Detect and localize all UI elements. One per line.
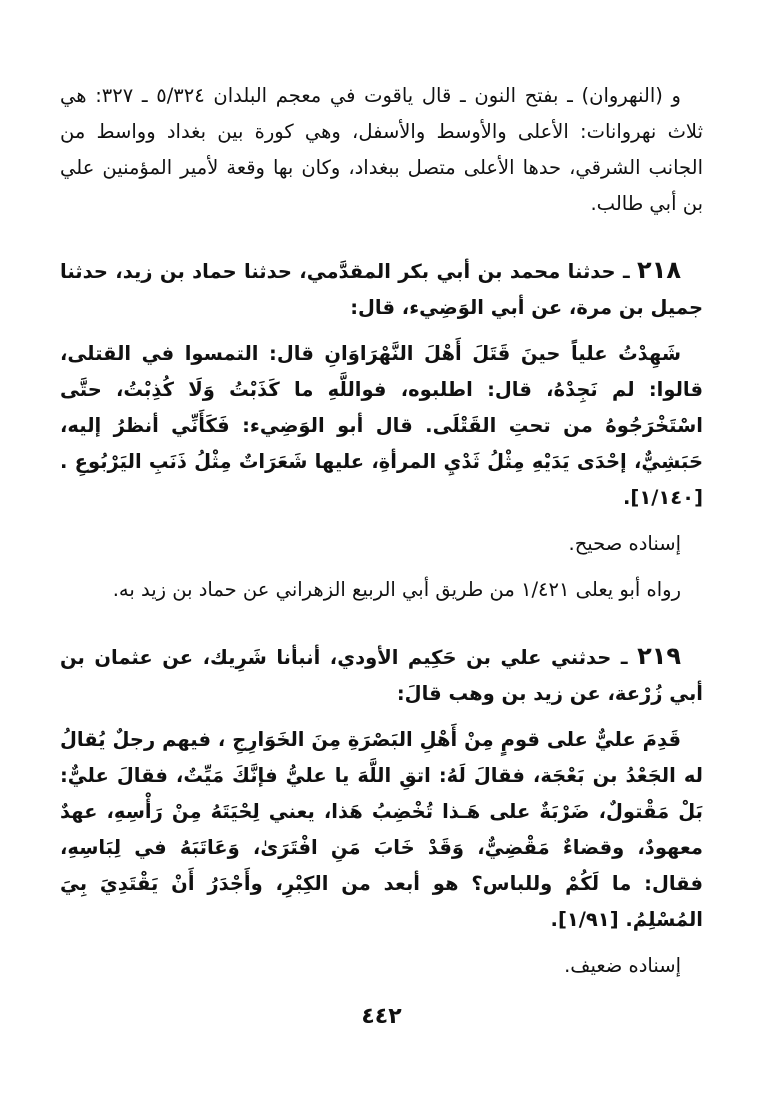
hadith-218-takhrij: رواه أبو يعلى ١/٤٢١ من طريق أبي الربيع الزهراني عن حماد بن زيد به. xyxy=(112,578,681,601)
hadith-218-header xyxy=(60,252,703,326)
hadith-number: ٢١٨ xyxy=(637,256,681,284)
hadith-number: ٢١٩ xyxy=(637,642,682,670)
hadith-isnad: ـ حدثنا محمد بن أبي بكر المقدَّمي، حدثنا حماد بن زيد، حدثنا جميل بن مرة، عن أبي الوَضِيء، قال: xyxy=(60,260,703,319)
hadith-218-matn: شَهِدْتُ علياً حينَ قَتَلَ أَهْلَ النَّهْرَاوَانِ قال: التمسوا في القتلى، قالوا: لم نَجِدْهُ، قال: اطلبوه، فواللَّهِ ما كَذَبْتُ وَلَا كُذِبْتُ، حتَّى اسْتَخْرَجُوهُ من تحتِ القَتْلَى. قال أبو الوَضِيء: فَكَأَنِّي أنظرُ إليه، حَبَشِيٌّ، إحْدَى يَدَيْهِ مِثْلُ ثَدْيِ المرأةِ، عليها شَعَرَاتٌ مِثْلُ ذَنَبِ اليَرْبُوعِ . [١/١٤٠]. xyxy=(60,342,703,509)
hadith-isnad: ـ حدثني علي بن حَكِيم الأودي، أنبأنا شَرِيك، عن عثمان بن أبي زُرْعة، عن زيد بن وهب قالَ: xyxy=(60,646,703,705)
hadith-219-matn: قَدِمَ عليٌّ على قومٍ مِنْ أَهْلِ البَصْرَةِ مِنَ الخَوَارِجِ ، فيهم رجلٌ يُقالُ له الجَعْدُ بن بَعْجَة، فقالَ لَهُ: اتقِ اللَّهَ يا عليُّ فإنَّكَ مَيِّتٌ، فقالَ عليٌّ: بَلْ مَقْتولٌ، ضَرْبَةٌ على هَـذا تُخْضِبُ هَذا، يعني لِحْيَتَهُ مِنْ رَأْسِهِ، عهدٌ معهودٌ، وقضاءٌ مَقْضِيٌّ، وَقَدْ خَابَ مَنِ افْتَرَىٰ، وَعَاتَبَهُ في لِبَاسِهِ، فقال: ما لَكُمْ وللباس؟ هو أبعد من الكِبْرِ، وأَجْدَرُ أَنْ يَقْتَدِيَ بِيَ المُسْلِمُ. [١/٩١]. xyxy=(60,728,703,931)
hadith-218-grading: إسناده صحيح. xyxy=(568,532,681,555)
hadith-219-grading: إسناده ضعيف. xyxy=(564,954,681,977)
page-body xyxy=(60,78,703,984)
hadith-219-header xyxy=(60,638,703,712)
page-number: ٤٤٢ xyxy=(361,1004,402,1029)
footnote-nahrawan: و (النهروان) ـ بفتح النون ـ قال ياقوت في معجم البلدان ٥/٣٢٤ ـ ٣٢٧: هي ثلاث نهروانات: الأعلى والأوسط والأسفل، وهي كورة بين بغداد وواسط من الجانب الشرقي، حدها الأعلى متصل ببغداد، وكان بها وقعة لأمير المؤمنين علي بن أبي طالب. xyxy=(60,84,703,215)
